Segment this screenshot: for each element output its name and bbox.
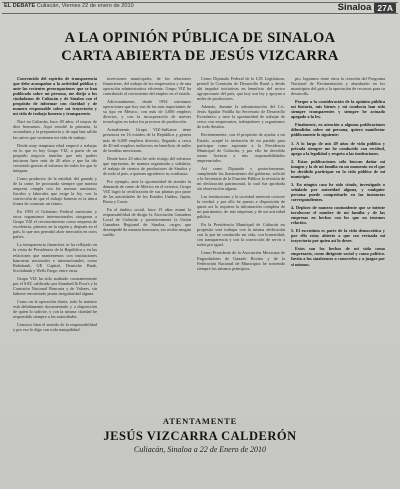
letter-paragraph: inversiones municipales, de las relaciones financieras, del trabajo de los empresarios y de una operación administrativa eficiente, Grupo VIZ ha contribuido al crecimiento del empleo en el estado.	[103, 76, 191, 97]
letter-paragraph: Las instituciones y la sociedad merecen conocer la verdad, y por ello he puesto a disposición de quien así lo requiera la información completa de mi patrimonio, de mis empresas y de mi actividad pública.	[197, 193, 285, 220]
letter-paragraph: Estos son los hechos de mi vida como empresario, como dirigente social y como político. Invito a los sinaloenses a conocerlos y a juzgar por sí mismos.	[291, 246, 385, 267]
letter-paragraph: En el ámbito social, hace 15 años asumí la responsabilidad de dirigir la Asociación Ganadera Local de Culiacán y posteriormente la Unión Ganadera Regional de Sinaloa, cargos que desempeñé de manera honoraria, sin recibir ningún sueldo.	[103, 207, 191, 238]
page-number-badge: 27A	[374, 3, 396, 13]
section-name: EL DEBATE	[4, 3, 36, 9]
header-dateline: Culiacán, Viernes 22 de enero de 2010	[36, 3, 134, 9]
letter-paragraph: Recientemente, con el propósito de ayudar a mi Estado, acepté la invitación de mi partido para participar como aspirante a la Presidencia Municipal de Culiacán, y por ello he decidido tomar licencia a mis responsabilidades empresariales.	[197, 132, 285, 163]
headline-line-2: CARTA ABIERTA DE JESÚS VIZCARRA	[61, 48, 339, 64]
header-right	[338, 2, 396, 13]
header-rule-bottom	[2, 13, 398, 14]
letter-paragraph: 2. Estas publicaciones sólo buscan dañar mi imagen y la de mi familia en un momento en el que he decidido participar en la vida pública de mi municipio.	[291, 158, 385, 179]
letter-paragraph: pio, logramos entre otros la creación del Programa Nacional de Pavimentación y alumbrado en los municipios del país y la aportación de recursos para su desarrollo.	[291, 76, 385, 97]
letter-paragraph: Además, durante la administración del Lic. Jesús Aguilar Padilla fui Secretario de Desarrollo Económico y tuve la oportunidad de trabajar de cerca con empresarios, trabajadores y organismos de todo Sinaloa.	[197, 104, 285, 130]
letter-paragraph: Convencido del espíritu de transparencia que debe acompañar a la actividad pública y ante las recientes preocupaciones que se han publicado sobre mi persona, me dirijo a los ciudadanos de Culiacán y de Sinaloa con el propósito de informar con claridad y de manera responsable sobre mi trayectoria y mi vida de trabajo honesto y transparente.	[13, 76, 97, 117]
header-left	[4, 3, 134, 9]
letter-paragraph: En 1993 el Gobierno Federal mexicano y otros organismos internacionales otorgaron a Grupo VIZ el reconocimiento como empresa de excelencia, primero en la región y después en el país, lo que nos permitió abrir mercados en otros países.	[13, 209, 97, 240]
letter-paragraph: 4. Deploro de manera contundente que se intente involucrar el nombre de mi familia y de las empresas en hechos con los que no tenemos relación.	[291, 205, 385, 226]
headline-line-1: A LA OPINIÓN PÚBLICA DE SINALOA	[64, 30, 336, 46]
letter-paragraph: Conozco bien el sentido de la responsabilidad y por eso lo digo con toda tranquilidad.	[13, 322, 97, 333]
letter-paragraph: Como Presidente de la Asociación Mexicana de Engordadores de Ganado Bovino y de la Federación Nacional de Municipios he sostenido siempre los mismos principios.	[197, 250, 285, 271]
letter-paragraph: Porque a la consideración de la opinión pública mi historia, mis bienes y mi conducta han sido siempre transparentes y siempre he actuado apegado a la ley.	[291, 99, 385, 120]
section-brand: Sinaloa	[337, 2, 372, 13]
signature-place-date: Culiacán, Sinaloa a 22 de Enero de 2010	[133, 445, 267, 454]
letter-paragraph: 5. El escrutinio es parte de la vida democrática y por ello estoy abierto a que sea revisada mi trayectoria por quien así lo desee.	[291, 228, 385, 244]
letter-column-1	[13, 76, 97, 402]
letter-paragraph: Así como Diputado y posteriormente, cumpliendo los lineamientos del gobierno, solicité a la Secretaría de la Función Pública la revisión de mi declaración patrimonial, la cual fue aprobada sin observación alguna.	[197, 165, 285, 191]
letter-column-3	[197, 76, 285, 402]
letter-paragraph: Desde muy temprana edad empecé a trabajar en lo que es hoy Grupo VIZ, a partir de un pequeño negocio familiar que mis padres iniciaron hace más de 40 años y que ha ido creciendo gracias al esfuerzo de todos los que lo integran.	[13, 142, 97, 173]
letter-paragraph: Como productor de la entidad, del ganado y de la carne, he procurado siempre que nuestra empresa cumpla con las normas sanitarias, fiscales y laborales que exige la ley, con la convicción de que el trabajo honesto es la única forma de construir un futuro.	[13, 175, 97, 207]
letter-paragraph: Por ejemplo, ante la oportunidad de atender la demanda de carne de México en el exterior, Grupo VIZ logró la certificación de sus plantas por parte de las autoridades de los Estados Unidos, Japón, Rusia y Corea.	[103, 178, 191, 205]
letter-paragraph: Como Diputado Federal de la LIX Legislatura, presidí la Comisión de Desarrollo Rural y desde ahí impulsé iniciativas en beneficio del sector agropecuario del país, que hoy son ley y apoyan a miles de productores.	[197, 76, 285, 102]
letter-paragraph: 3. En ningún caso he sido citado, investigado o señalado por autoridad alguna, y cualquier persona puede comprobarlo en las instancias correspondientes.	[291, 181, 385, 202]
letter-paragraph: Adicionalmente, desde 1994 iniciamos operaciones que hoy son de las más importantes de su tipo en México, con más de 3,000 empleos directos, y con la incorporación de nuevas tecnologías en todos los procesos de producción.	[103, 99, 191, 125]
letter-paragraph: Nací en Culiacán, hace 49 años, el mayor de diez hermanos. Aquí estudié la primaria, la secundaria y la preparatoria y de aquí han salido las raíces que sostienen mi vida de trabajo.	[13, 119, 97, 140]
letter-column-4	[291, 76, 385, 402]
signature-name: JESÚS VIZCARRA CALDERÓN	[103, 429, 297, 443]
letter-paragraph: Actualmente, Grupo VIZ-SuKarne tiene presencia en 16 estados de la República y genera más de 6,000 empleos directos, llegando a cerca de 40 mil empleos indirectos en beneficio de miles de familias mexicanas.	[103, 127, 191, 153]
letter-paragraph: En la Presidencia Municipal de Culiacán mi propósito será trabajar con la misma dedicación con la que he conducido mi vida, con honestidad, con transparencia y con la convicción de servir a todos por igual.	[197, 222, 285, 248]
letter-paragraph: Como en la operación diaria, todo lo anterior está debidamente documentado y a disposición de quien lo solicite, y con la misma claridad he respondido siempre a las autoridades.	[13, 298, 97, 320]
letter-paragraph: 1. A lo largo de mis 49 años de vida pública y privada siempre me he conducido con rectitud, apego a la legalidad y respeto a las instituciones.	[291, 140, 385, 156]
letter-column-2	[103, 76, 191, 402]
letter-paragraph: La transparencia financiera se ha reflejado en la visita de Presidentes de la República y en las relaciones que mantenemos con instituciones bancarias nacionales e internacionales, como Rabobank, GE Capital, Deutsche Bank, Scotiabank y Wells Fargo, entre otras.	[13, 242, 97, 273]
letter-paragraph: Grupo VIZ ha sido auditado constantemente por el SAT, calificado por Standard & Poor's y la Comisión Nacional Bancaria y de Valores, sin haberse encontrado jamás irregularidad alguna.	[13, 275, 97, 296]
signature-lead: ATENTAMENTE	[162, 416, 238, 426]
letter-paragraph: Desde hace 20 años he sido testigo del esfuerzo que representa, de manera organizada y solidaria, el trabajo de cientos de productores de Sinaloa y de todo el país, a quienes agradezco su confianza.	[103, 155, 191, 176]
letter-paragraph: Finalmente, en atención a algunas publicaciones difundidas sobre mi persona, quiero manifestar públicamente lo siguiente:	[291, 122, 385, 138]
